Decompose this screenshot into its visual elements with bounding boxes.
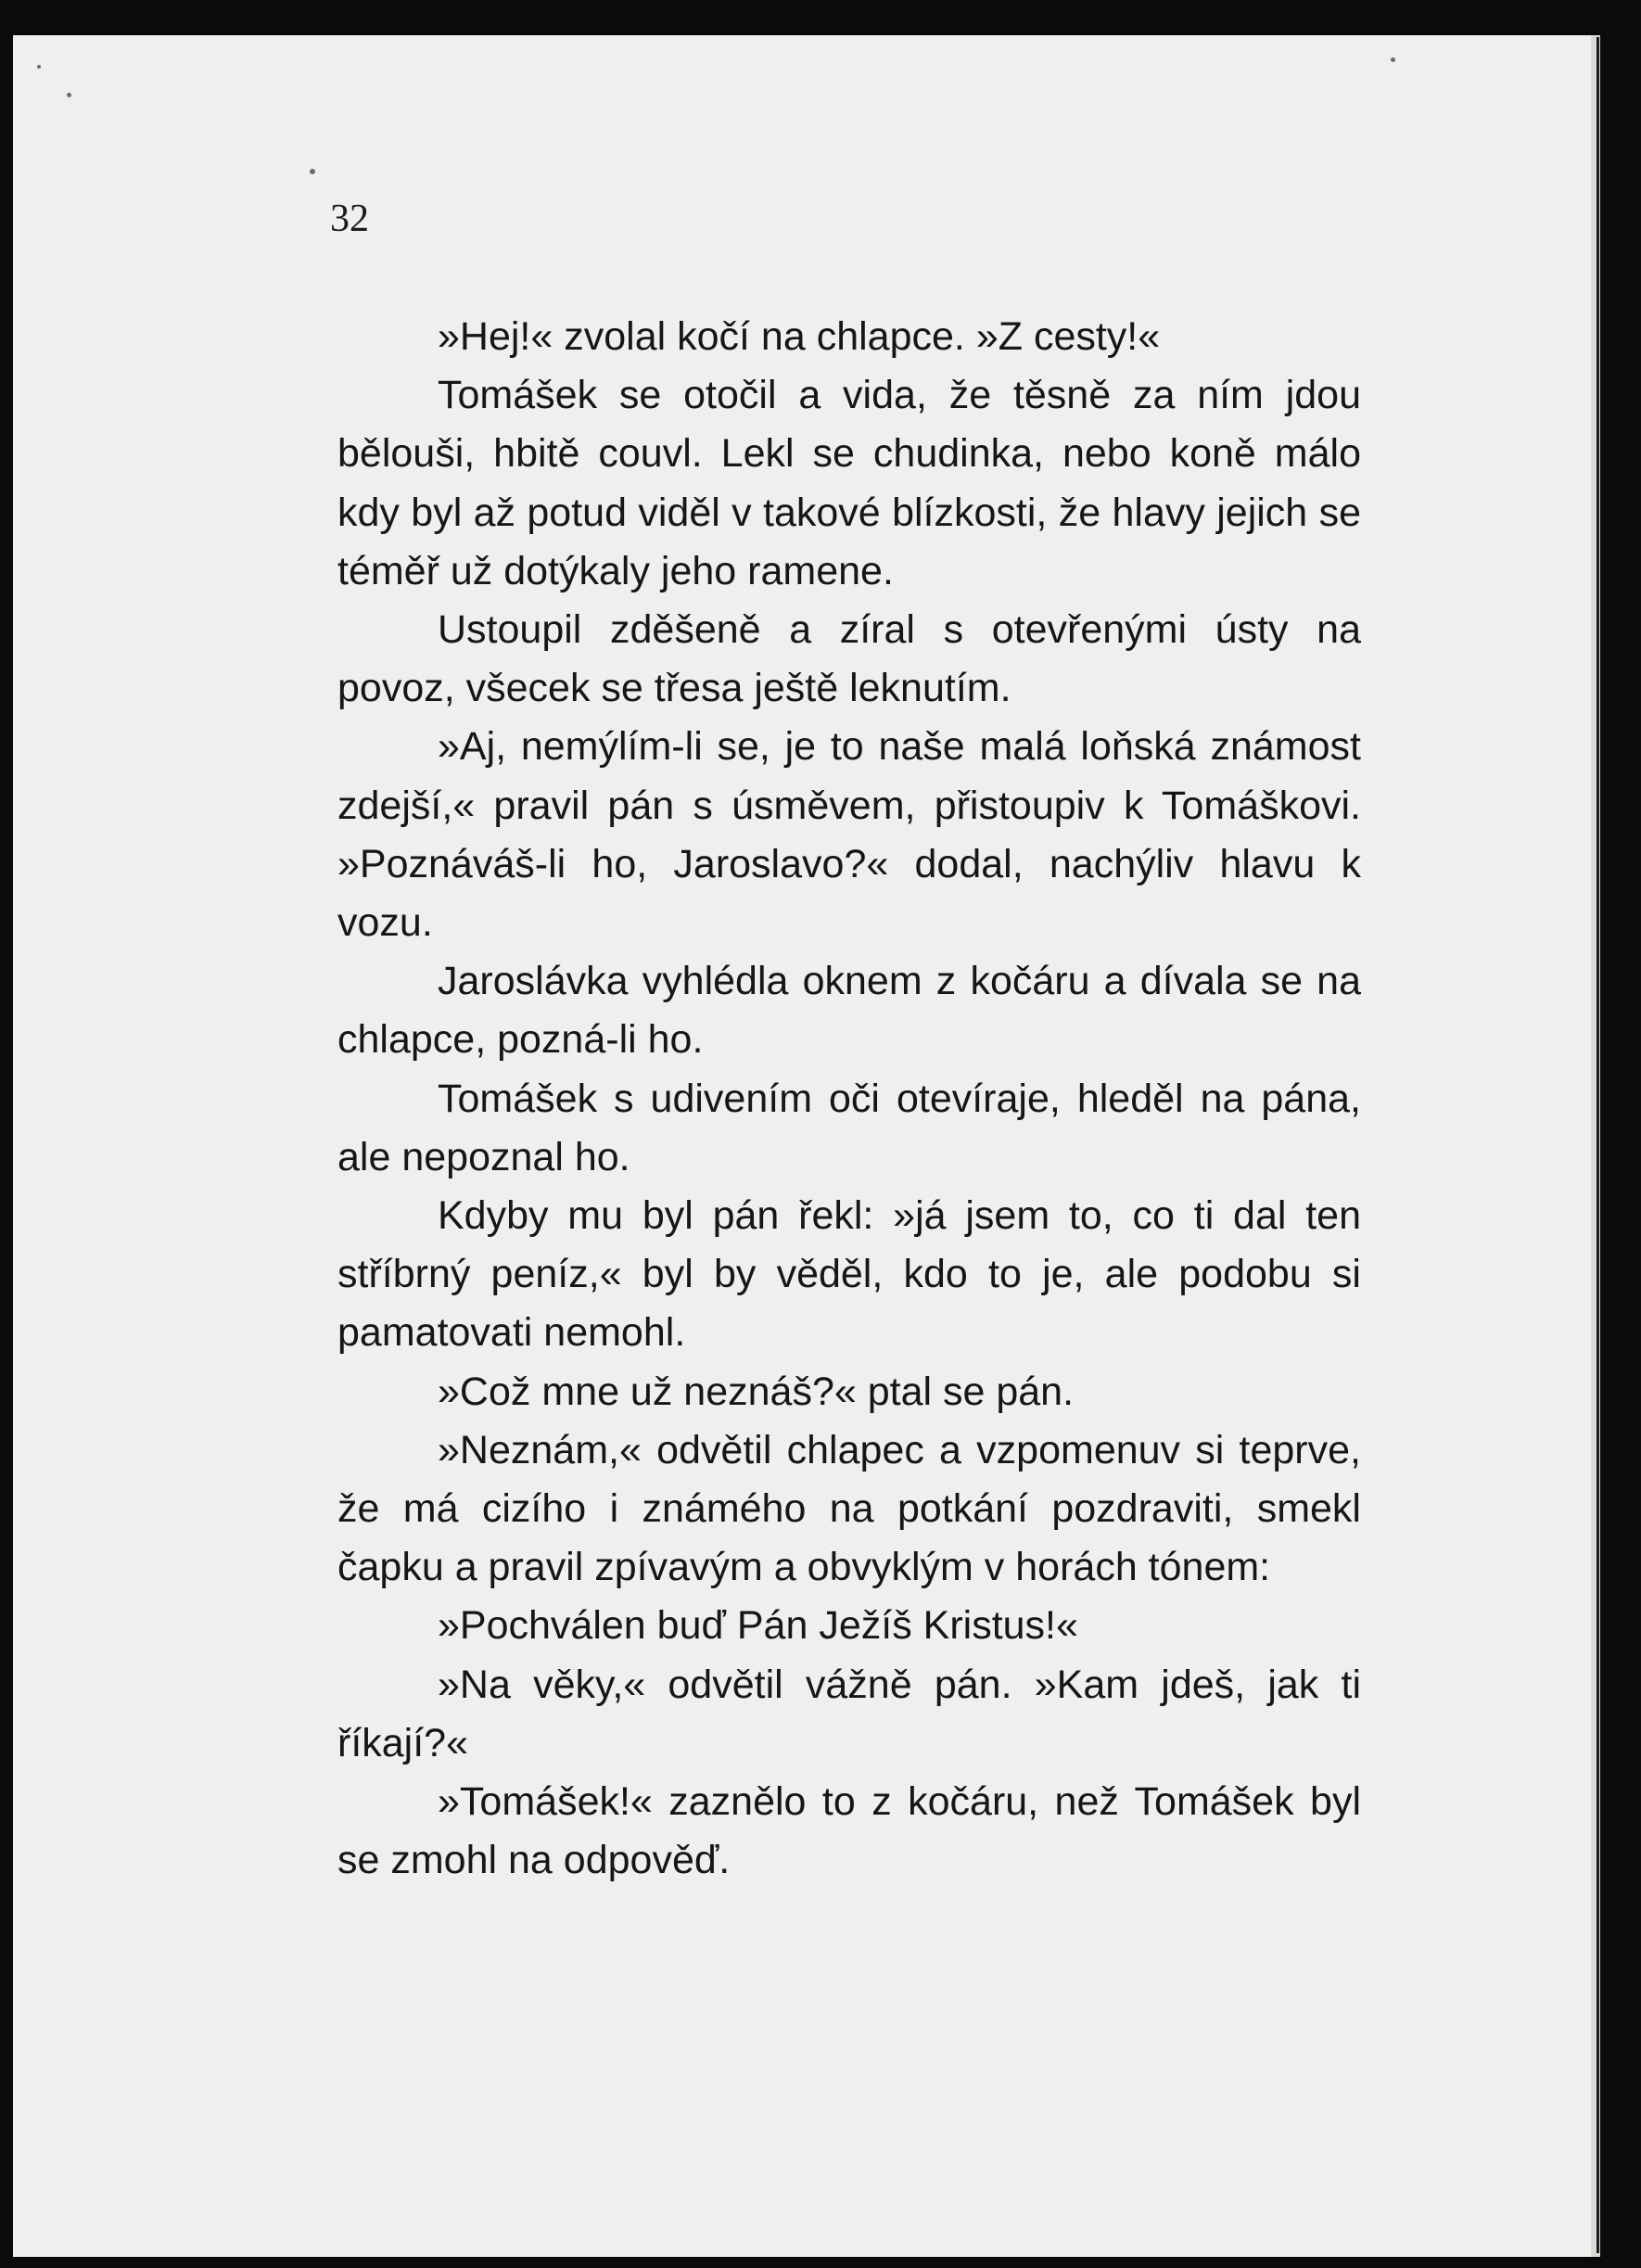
paragraph: Ustoupil zděšeně a zíral s otevřenými ústy na povoz, všecek se třesa ještě leknutím. xyxy=(337,607,1361,711)
paragraph: »Aj, nemýlím-li se, je to naše malá loňská známost zdejší,« pravil pán s úsměvem, přistoupiv k Tomáškovi. »Poznáváš-li ho, Jaroslavo?« dodal, nachýliv hlavu k vozu. xyxy=(337,724,1361,946)
dust-speck xyxy=(67,93,71,97)
page-number: 32 xyxy=(330,197,369,240)
paragraph: »Pochválen buď Pán Ježíš Kristus!« xyxy=(438,1603,1078,1649)
paragraph: »Neznám,« odvětil chlapec a vzpomenuv si teprve, že má cizího i známého na potkání pozdraviti, smekl čapku a pravil zpívavým a obvyklým v horách tónem: xyxy=(337,1427,1361,1590)
dust-speck xyxy=(310,169,315,174)
paragraph: Kdyby mu byl pán řekl: »já jsem to, co ti dal ten stříbrný peníz,« byl by věděl, kdo to je, ale podobu si pamatovati nemohl. xyxy=(337,1193,1361,1356)
paragraph: »Hej!« zvolal kočí na chlapce. »Z cesty!« xyxy=(438,314,1161,359)
dust-speck xyxy=(1391,57,1395,62)
body-text xyxy=(337,308,1361,1890)
paragraph: »Na věky,« odvětil vážně pán. »Kam jdeš, jak ti říkají?« xyxy=(337,1662,1361,1765)
paragraph: »Což mne už neznáš?« ptal se pán. xyxy=(438,1369,1075,1414)
paragraph: Jaroslávka vyhlédla oknem z kočáru a dívala se na chlapce, pozná-li ho. xyxy=(337,959,1361,1063)
paragraph: Tomášek se otočil a vida, že těsně za ním jdou bělouši, hbitě couvl. Lekl se chudinka, nebo koně málo kdy byl až potud viděl v takové blízkosti, že hlavy jejich se téměř už dotýkaly jeho ramene. xyxy=(337,373,1361,593)
paragraph: Tomášek s udivením oči otevíraje, hleděl na pána, ale nepoznal ho. xyxy=(337,1076,1361,1179)
paragraph: »Tomášek!« zaznělo to z kočáru, než Tomášek byl se zmohl na odpověď. xyxy=(337,1779,1361,1883)
dust-speck xyxy=(37,65,41,69)
binding-shadow xyxy=(1596,37,1599,2253)
